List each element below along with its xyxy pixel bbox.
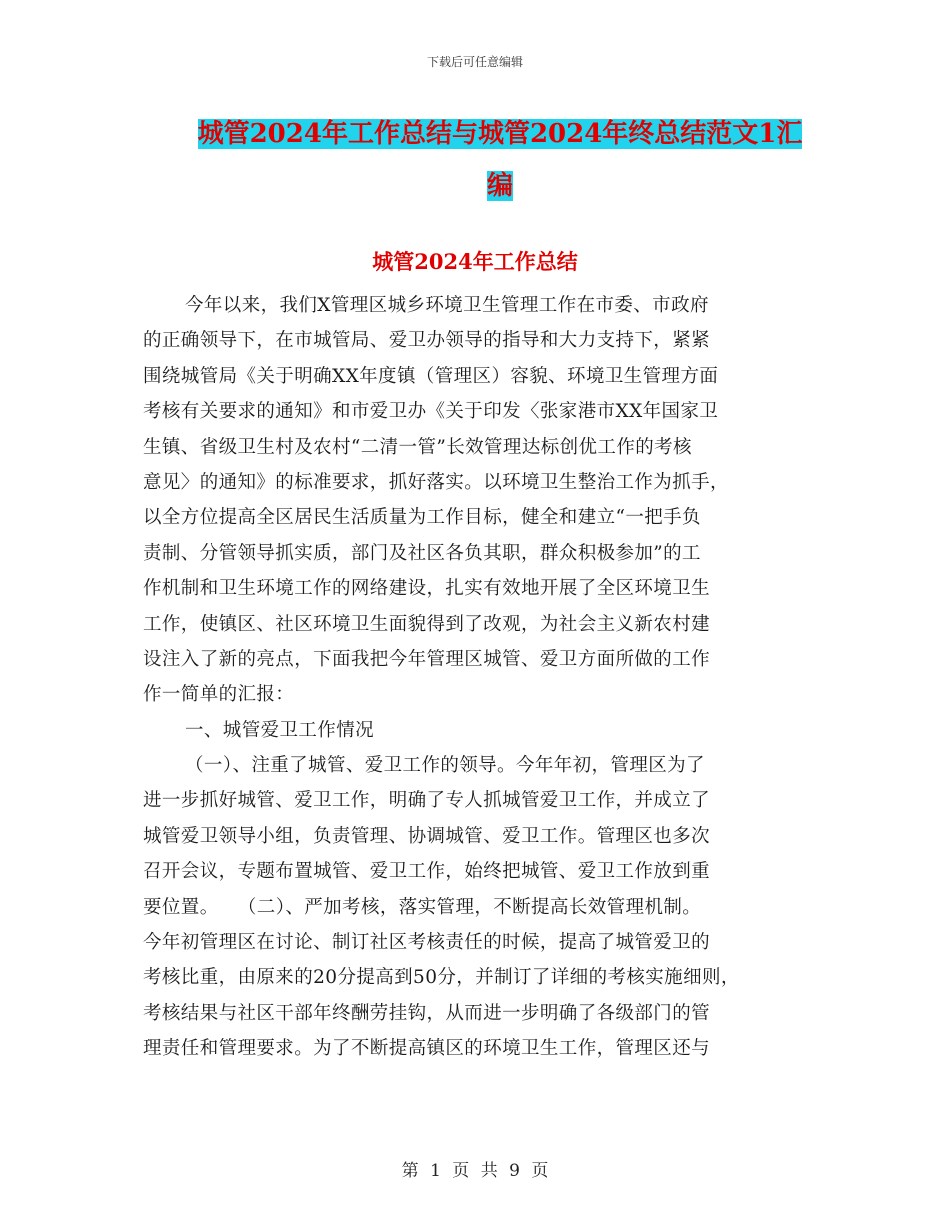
paragraph-line: 作一简单的汇报：: [143, 684, 295, 706]
paragraph-line: 设注入了新的亮点，下面我把今年管理区城管、爱卫方面所做的工作: [143, 648, 711, 670]
paragraph-line: 生镇、省级卫生村及农村“二清一管”长效管理达标创优工作的考核: [143, 436, 692, 458]
paragraph-line: 理责任和管理要求。为了不断提高镇区的环境卫生工作，管理区还与: [143, 1038, 711, 1060]
paragraph-line: 今年初管理区在讨论、制订社区考核责任的时候，提高了城管爱卫的: [143, 932, 711, 954]
paragraph-line: 召开会议，专题布置城管、爱卫工作，始终把城管、爱卫工作放到重: [143, 861, 711, 883]
paragraph-line: 围绕城管局《关于明确XX年度镇（管理区）容貌、环境卫生管理方面: [143, 365, 719, 387]
paragraph-line: 考核有关要求的通知》和市爱卫办《关于印发〈张家港市XX年国家卫: [143, 401, 719, 423]
page-header-note: 下载后可任意编辑: [426, 55, 523, 69]
document-title: [150, 108, 850, 212]
paragraph-line: 工作，使镇区、社区环境卫生面貌得到了改观，为社会主义新农村建: [143, 613, 711, 635]
paragraph-line: 以全方位提高全区居民生活质量为工作目标，健全和建立“一把手负: [143, 507, 701, 529]
paragraph-line: 考核结果与社区干部年终酬劳挂钩，从而进一步明确了各级部门的管: [143, 1002, 711, 1024]
paragraph-line: 城管爱卫领导小组，负责管理、协调城管、爱卫工作。管理区也多次: [143, 825, 711, 847]
body-text: [143, 288, 823, 1067]
document-title-line-2: 编: [486, 171, 513, 201]
paragraph-line: 责制、分管领导抓实质，部门及社区各负其职，群众积极参加”的工: [143, 542, 701, 564]
paragraph-line: 意见〉的通知》的标准要求，抓好落实。以环境卫生整治工作为抓手，: [143, 471, 729, 493]
paragraph-line: （一）、注重了城管、爱卫工作的领导。今年年初，管理区为了: [185, 755, 705, 777]
paragraph-line: 考核比重，由原来的20分提高到50分，并制订了详细的考核实施细则，: [143, 967, 740, 989]
heading-line: 一、城管爱卫工作情况: [185, 719, 375, 741]
paragraph-line: 今年以来，我们X管理区城乡环境卫生管理工作在市委、市政府: [185, 295, 709, 316]
paragraph-line: 要位置。 （二）、严加考核，落实管理，不断提高长效管理机制。: [143, 896, 702, 918]
page-number-footer: 第 1 页 共 9 页: [401, 1161, 549, 1181]
document-title-line-1: 城管2024年工作总结与城管2024年终总结范文1汇: [197, 119, 803, 149]
paragraph-line: 作机制和卫生环境工作的网络建设，扎实有效地开展了全区环境卫生: [143, 578, 711, 600]
paragraph-line: 进一步抓好城管、爱卫工作，明确了专人抓城管爱卫工作，并成立了: [143, 790, 711, 812]
section-title: 城管2024年工作总结: [372, 249, 578, 274]
paragraph-line: 的正确领导下，在市城管局、爱卫办领导的指导和大力支持下，紧紧: [143, 330, 711, 352]
